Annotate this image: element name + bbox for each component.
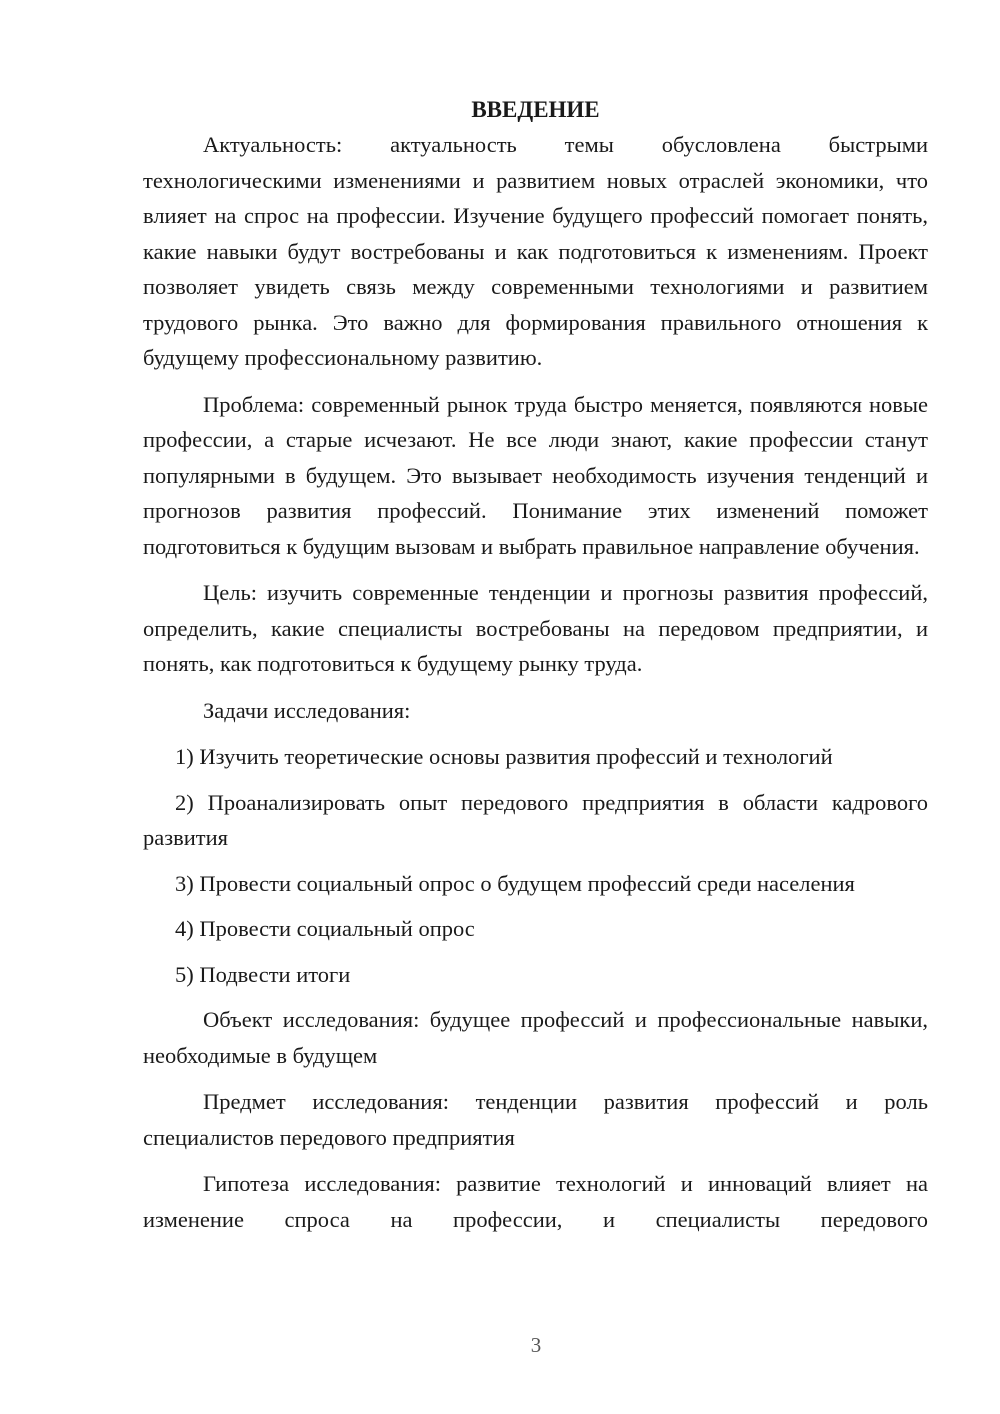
document-page <box>143 92 928 1237</box>
section-title: ВВЕДЕНИЕ <box>471 97 600 122</box>
paragraph-goal: Цель: изучить современные тенденции и прогнозы развития профессий, определить, какие специалисты востребованы на передовом предприятии, и понять, как подготовиться к будущему рынку труда. <box>143 580 928 676</box>
paragraph-hypothesis: Гипотеза исследования: развитие технологий и инноваций влияет на изменение спроса на профессии, и специалисты передового <box>143 1171 928 1232</box>
paragraph-subject: Предмет исследования: тенденции развития профессий и роль специалистов передового предприятия <box>143 1089 928 1150</box>
paragraph-tasks-heading: Задачи исследования: <box>203 697 411 723</box>
page-number: 3 <box>530 1333 542 1357</box>
task-item-5: 5) Подвести итоги <box>175 961 351 987</box>
paragraph-object: Объект исследования: будущее профессий и профессиональные навыки, необходимые в будущем <box>143 1007 928 1068</box>
task-item-4: 4) Провести социальный опрос <box>175 916 475 941</box>
task-item-2: 2) Проанализировать опыт передового предприятия в области кадрового развития <box>143 789 928 850</box>
task-item-1: 1) Изучить теоретические основы развития профессий и технологий <box>175 744 833 769</box>
paragraph-relevance: Актуальность: актуальность темы обусловлена быстрыми технологическими изменениями и развитием новых отраслей экономики, что влияет на спрос на профессии. Изучение будущего профессий помогает понять, какие навыки будут востребованы и как подготовиться к изменениям. Проект позволяет увидеть связь между современными технологиями и развитием трудового рынка. Это важно для формирования правильного отношения к будущему профессиональному развитию. <box>143 132 928 370</box>
paragraph-problem: Проблема: современный рынок труда быстро меняется, появляются новые профессии, а старые исчезают. Не все люди знают, какие профессии станут популярными в будущем. Это вызывает необходимость изучения тенденций и прогнозов развития профессий. Понимание этих изменений поможет подготовиться к будущим вызовам и выбрать правильное направление обучения. <box>143 391 928 559</box>
task-item-3: 3) Провести социальный опрос о будущем профессий среди населения <box>175 870 855 896</box>
